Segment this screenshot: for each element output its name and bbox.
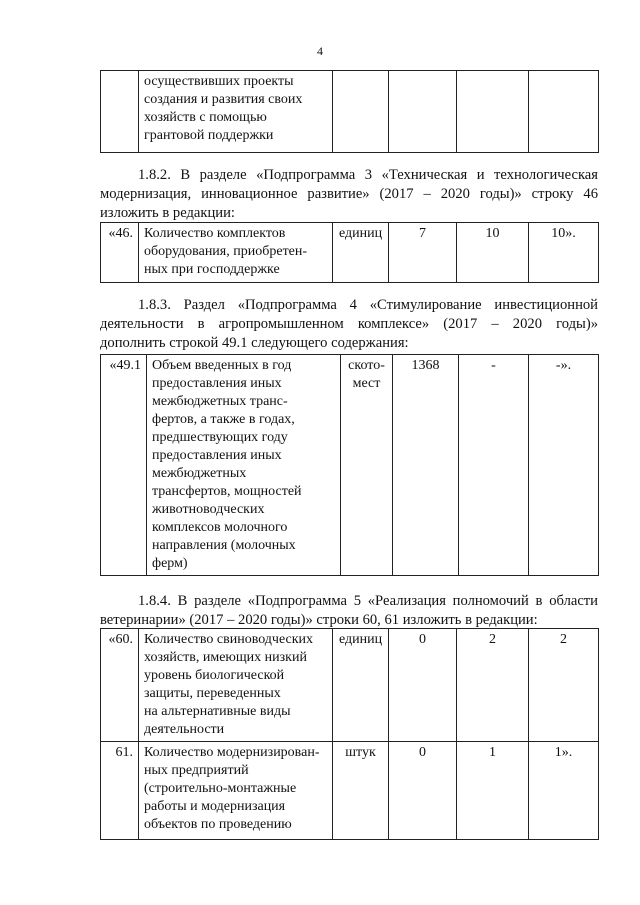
description-line: хозяйств, имеющих низкий: [144, 650, 307, 665]
description-line: грантовой поддержки: [144, 128, 274, 143]
paragraph-line: 1.8.2. В разделе «Подпрограмма 3 «Техническая и технологическая: [138, 167, 598, 183]
row-value-cell: 0: [389, 629, 457, 742]
row-description-cell: [147, 355, 341, 576]
unit-line: единиц: [338, 226, 383, 241]
description-line: Количество модернизирован-: [144, 745, 320, 760]
paragraph-line: изложить в редакции:: [100, 205, 235, 221]
row-value-cell: [389, 71, 457, 153]
row-unit-cell: [333, 71, 389, 153]
row-description-cell: [139, 629, 333, 742]
row-description-cell: [139, 742, 333, 840]
description-line: (строительно-монтажные: [144, 781, 297, 796]
row-unit-cell: [333, 742, 389, 840]
description-line: фертов, а также в годах,: [152, 412, 295, 427]
description-line: создания и развития своих: [144, 92, 303, 107]
description-line: Количество свиноводческих: [144, 632, 314, 647]
description-line: деятельности: [144, 722, 225, 737]
description-line: направления (молочных: [152, 538, 296, 553]
row-value-cell: -».: [529, 355, 599, 576]
description-line: на альтернативные виды: [144, 704, 291, 719]
row-unit-cell: [333, 223, 389, 283]
table-rows-60-61: [100, 628, 599, 840]
row-number-cell: [101, 71, 139, 153]
table-continuation: [100, 70, 599, 153]
row-value-cell: 1368: [393, 355, 459, 576]
paragraph-1-8-3: [100, 296, 598, 353]
description-line: ферм): [152, 556, 188, 571]
description-line: защиты, переведенных: [144, 686, 281, 701]
paragraph-line: ветеринарии» (2017 – 2020 годы)» строки 60, 61 изложить в редакции:: [100, 612, 538, 628]
unit-line: единиц: [338, 632, 383, 647]
description-line: предшествующих году: [152, 430, 288, 445]
row-description-cell: [139, 223, 333, 283]
row-unit-cell: [333, 629, 389, 742]
row-description-cell: [139, 71, 333, 153]
row-value-cell: 1».: [529, 742, 599, 840]
description-line: трансфертов, мощностей: [152, 484, 302, 499]
row-value-cell: 2: [457, 629, 529, 742]
description-line: осуществивших проекты: [144, 74, 294, 89]
page-number: 4: [317, 44, 323, 58]
description-line: работы и модернизация: [144, 799, 286, 814]
row-value-cell: 1: [457, 742, 529, 840]
paragraph-1-8-4: [100, 592, 598, 630]
row-value-cell: 10».: [529, 223, 599, 283]
paragraph-line: дополнить строкой 49.1 следующего содержания:: [100, 335, 409, 351]
row-value-cell: 10: [457, 223, 529, 283]
table-row: [101, 223, 599, 283]
description-line: хозяйств с помощью: [144, 110, 267, 125]
row-value-cell: 0: [389, 742, 457, 840]
row-value-cell: -: [459, 355, 529, 576]
row-number-cell: «46.: [101, 223, 139, 283]
row-value-cell: 2: [529, 629, 599, 742]
description-line: ных при господдержке: [144, 262, 280, 277]
description-line: уровень биологической: [144, 668, 285, 683]
unit-line: ското-: [348, 358, 385, 373]
paragraph-line: 1.8.3. Раздел «Подпрограмма 4 «Стимулирование инвестиционной: [138, 297, 598, 313]
paragraph-line: модернизация, инновационное развитие» (2017 – 2020 годы)» строку 46: [100, 186, 598, 202]
description-line: межбюджетных: [152, 466, 247, 481]
unit-line: штук: [345, 745, 376, 760]
table-row: [101, 71, 599, 153]
row-unit-cell: [341, 355, 393, 576]
description-line: объектов по проведению: [144, 817, 292, 832]
paragraph-1-8-2: [100, 166, 598, 223]
table-row: [101, 629, 599, 742]
description-line: Объем введенных в год: [152, 358, 292, 373]
table-row: [101, 355, 599, 576]
table-row-46: [100, 222, 599, 283]
description-line: ных предприятий: [144, 763, 249, 778]
table-row: [101, 742, 599, 840]
description-line: комплексов молочного: [152, 520, 288, 535]
description-line: животноводческих: [152, 502, 265, 517]
table-row-49-1: [100, 354, 599, 576]
description-line: предоставления иных: [152, 376, 282, 391]
unit-line: мест: [352, 376, 381, 391]
paragraph-line: деятельности в агропромышленном комплексе» (2017 – 2020 годы)»: [100, 316, 598, 332]
row-number-cell: «60.: [101, 629, 139, 742]
row-number-cell: 61.: [101, 742, 139, 840]
row-value-cell: 7: [389, 223, 457, 283]
row-value-cell: [457, 71, 529, 153]
description-line: межбюджетных транс-: [152, 394, 288, 409]
description-line: предоставления иных: [152, 448, 282, 463]
description-line: Количество комплектов: [144, 226, 286, 241]
description-line: оборудования, приобретен-: [144, 244, 308, 259]
row-number-cell: «49.1: [101, 355, 147, 576]
row-value-cell: [529, 71, 599, 153]
paragraph-line: 1.8.4. В разделе «Подпрограмма 5 «Реализация полномочий в области: [138, 593, 598, 609]
